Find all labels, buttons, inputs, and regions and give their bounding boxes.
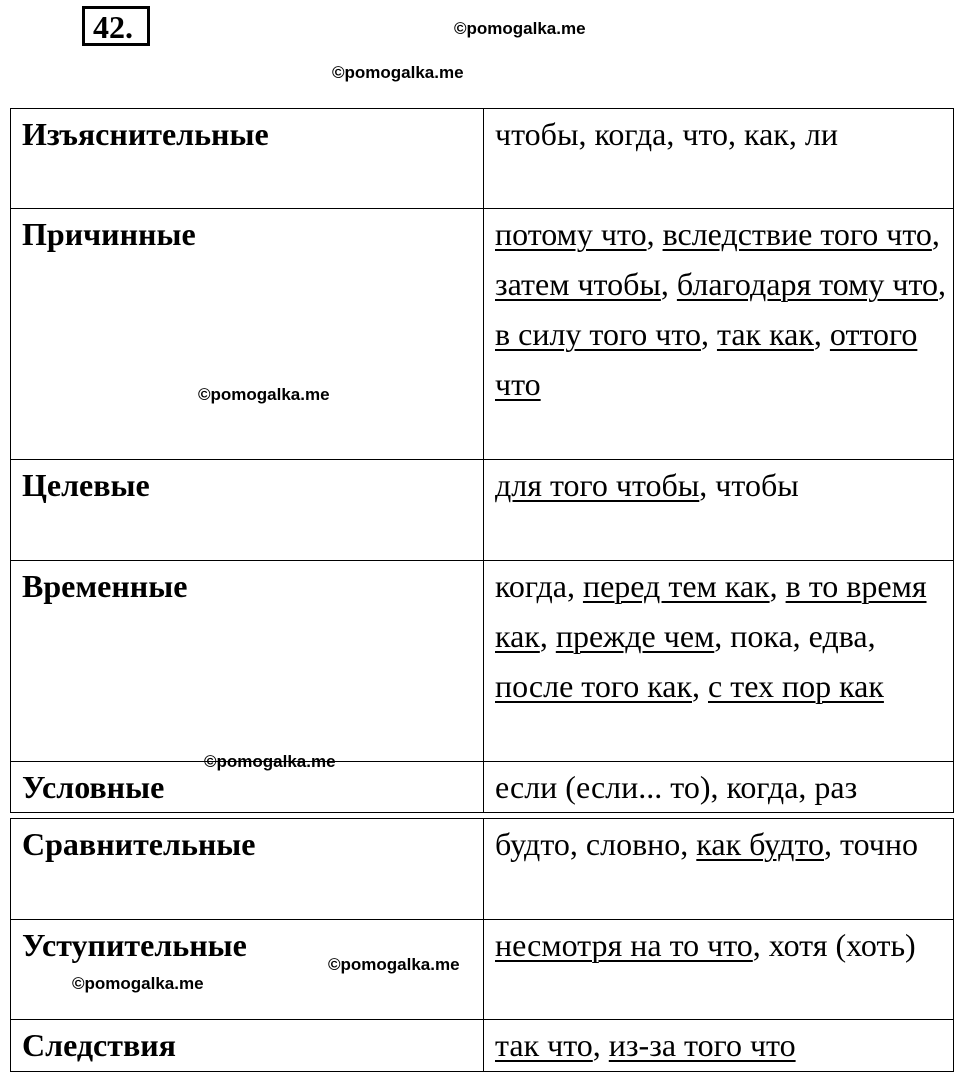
row-conjunctions	[484, 1020, 954, 1072]
underlined-conjunction: с тех пор как	[708, 668, 884, 704]
underlined-conjunction: как будто	[696, 826, 824, 862]
conjunction-text: ,	[646, 216, 663, 252]
row-conjunctions	[484, 561, 954, 762]
row-term: Сравнительные	[11, 819, 484, 920]
row-term: Уступительные	[11, 920, 484, 1020]
underlined-conjunction: прежде чем	[555, 618, 715, 654]
underlined-conjunction: вследствие того что	[662, 216, 932, 252]
watermark: ©pomogalka.me	[332, 63, 464, 82]
underlined-conjunction: перед тем как	[582, 568, 770, 604]
watermark: ©pomogalka.me	[454, 19, 586, 38]
table-row	[11, 460, 954, 561]
conjunction-text: когда,	[495, 568, 583, 604]
underlined-conjunction: потому что	[495, 216, 647, 252]
watermark: ©pomogalka.me	[72, 974, 204, 993]
conjunction-text: ,	[539, 618, 556, 654]
conjunction-text: ,	[700, 316, 717, 352]
row-conjunctions	[484, 109, 954, 209]
row-term: Целевые	[11, 460, 484, 561]
table-row	[11, 920, 954, 1020]
row-conjunctions	[484, 762, 954, 813]
underlined-conjunction: затем чтобы	[495, 266, 661, 302]
watermark: ©pomogalka.me	[198, 385, 330, 404]
conjunction-text: ,	[769, 568, 786, 604]
conjunction-text: ,	[692, 668, 708, 704]
table-row	[11, 561, 954, 762]
underlined-conjunction: так что	[495, 1027, 593, 1063]
conjunction-text: ,	[813, 316, 830, 352]
conjunction-text: чтобы, когда, что, как, ли	[495, 116, 838, 152]
row-term: Временные	[11, 561, 484, 762]
row-conjunctions	[484, 819, 954, 920]
conjunction-text: ,	[938, 266, 947, 302]
underlined-conjunction: в силу того что	[495, 316, 701, 352]
table-row	[11, 1020, 954, 1072]
conjunction-text: , пока, едва,	[714, 618, 876, 654]
conjunction-text: ,	[660, 266, 677, 302]
conjunction-text: ,	[931, 216, 940, 252]
table-row	[11, 109, 954, 209]
underlined-conjunction: несмотря на то что	[495, 927, 753, 963]
watermark: ©pomogalka.me	[204, 752, 336, 771]
conjunctions-table-bottom	[10, 818, 954, 1072]
row-conjunctions	[484, 460, 954, 561]
underlined-conjunction: после того как	[495, 668, 692, 704]
underlined-conjunction: в то время как	[495, 568, 927, 654]
underlined-conjunction: из-за того что	[608, 1027, 796, 1063]
row-term: Условные	[11, 762, 484, 813]
row-term: Изъяснительные	[11, 109, 484, 209]
row-conjunctions	[484, 209, 954, 460]
row-conjunctions	[484, 920, 954, 1020]
conjunction-text: , точно	[824, 826, 918, 862]
row-term: Следствия	[11, 1020, 484, 1072]
underlined-conjunction: так как	[716, 316, 814, 352]
underlined-conjunction: оттого что	[495, 316, 918, 402]
row-term: Причинные	[11, 209, 484, 460]
watermark: ©pomogalka.me	[328, 955, 460, 974]
underlined-conjunction: для того чтобы	[495, 467, 700, 503]
conjunction-text: , чтобы	[699, 467, 799, 503]
table-row	[11, 209, 954, 460]
conjunctions-table-top	[10, 108, 954, 813]
table-row	[11, 819, 954, 920]
conjunction-text: если (если... то), когда, раз	[495, 769, 858, 805]
conjunction-text: , хотя (хоть)	[752, 927, 916, 963]
table-row	[11, 762, 954, 813]
conjunction-text: будто, словно,	[495, 826, 697, 862]
conjunction-text: ,	[592, 1027, 609, 1063]
underlined-conjunction: благодаря тому что	[676, 266, 939, 302]
task-number: 42.	[82, 6, 150, 46]
